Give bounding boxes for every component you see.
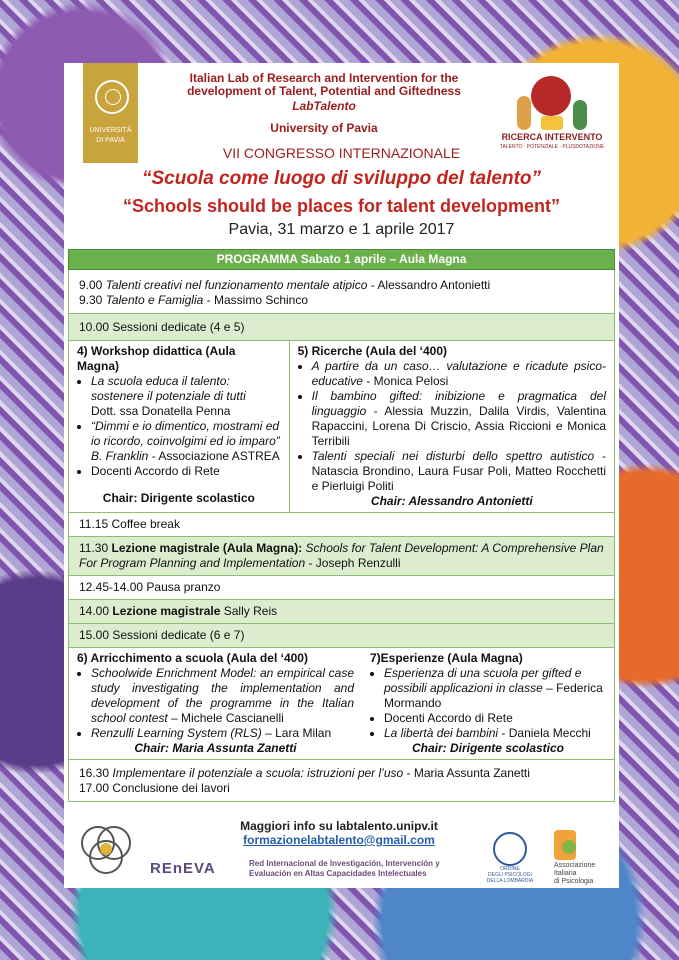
opl-line1: ORDINE [500, 866, 520, 872]
sessions-6-7 [68, 648, 615, 760]
opl-ring-icon [493, 832, 527, 866]
figure-center-icon [541, 116, 563, 130]
workshop-items [298, 359, 606, 494]
lecture-2 [68, 600, 615, 624]
item-speaker: – Lara Milan [261, 726, 332, 740]
item-title: Renzulli Learning System (RLS) [91, 726, 262, 740]
aip-logo [554, 828, 614, 886]
event-date: Pavia, 31 marzo e 1 aprile 2017 [228, 221, 455, 238]
flyer-footer [64, 813, 619, 888]
university-name: University of Pavia [270, 121, 378, 135]
contact-email-link[interactable]: formazionelabtalento@gmail.com [243, 833, 435, 847]
unipv-logo-line2: DI PAVIA [96, 137, 125, 144]
figure-right-icon [573, 100, 587, 130]
lab-name: LabTalento [292, 99, 356, 113]
info-website: Maggiori info su labtalento.unipv.it [240, 819, 438, 833]
workshop-7 [362, 648, 614, 759]
list-item [384, 666, 606, 711]
item-title: La scuola educa il talento: sostenere il potenziale di tutti [91, 374, 246, 403]
workshop-6 [69, 648, 362, 759]
chair-label: Chair: Dirigente scolastico [411, 741, 565, 755]
lecture-label: Lezione magistrale (Aula Magna): [111, 541, 303, 555]
lecture-speaker: Sally Reis [220, 604, 278, 618]
opl-line3: DELLA LOMBARDIA [486, 878, 534, 884]
item-speaker: – Federica Mormando [384, 681, 603, 710]
talk-2 [79, 293, 604, 308]
aip-line2: Italiana [554, 870, 577, 877]
workshop-items [370, 666, 606, 741]
ricerca-logo-title: RICERCA INTERVENTO [501, 132, 603, 142]
lab-line1: Italian Lab of Research and Intervention for the [189, 71, 459, 85]
workshop-title: 4) Workshop didattica (Aula Magna) [77, 344, 236, 373]
talk-closing-2 [79, 781, 604, 796]
talk-speaker: - Alessandro Antonietti [367, 278, 491, 292]
title-english: “Schools should be places for talent development” [122, 196, 561, 216]
opening-talks [68, 270, 615, 314]
item-title: Docenti Accordo di Rete [91, 464, 220, 478]
talk-title: Talenti creativi nel funzionamento mentale atipico [105, 278, 368, 292]
closing-talks [68, 760, 615, 802]
program-table [68, 249, 615, 802]
lecture-time: 14.00 [79, 604, 113, 618]
aip-line1: Associazione [554, 862, 596, 869]
ricerca-intervento-logo [497, 66, 607, 161]
list-item [312, 359, 606, 389]
talk-time: 9.00 [79, 278, 103, 292]
aip-line3: di Psicologia [554, 878, 594, 885]
item-title: Docenti Accordo di Rete [384, 711, 513, 725]
opl-logo-text [481, 866, 539, 884]
list-item [384, 726, 606, 741]
program-heading: PROGRAMMA Sabato 1 aprile – Aula Magna [68, 249, 615, 270]
workshop-title: 5) Ricerche (Aula del ‘400) [297, 344, 447, 358]
list-item [312, 389, 606, 449]
sessions-4-5 [68, 341, 615, 513]
flyer-panel [64, 63, 619, 888]
chair-label: Chair: Dirigente scolastico [102, 491, 255, 505]
opl-logo [481, 828, 539, 884]
item-speaker: - Associazione ASTREA [148, 449, 280, 463]
figure-left-icon [517, 96, 531, 130]
item-title: Talenti speciali nei disturbi dello spettro autistico [311, 449, 595, 463]
aip-mark-dot-icon [562, 840, 576, 854]
venn-logo-icon [76, 821, 136, 881]
unipv-logo-line1: UNIVERSITÀ [89, 127, 132, 134]
talk-time: 16.30 [79, 766, 110, 780]
figure-head-icon [531, 76, 571, 116]
coffee-break: 11.15 Coffee break [68, 513, 615, 537]
lunch-break: 12.45-14.00 Pausa pranzo [68, 576, 615, 600]
title-italian: “Scuola come luogo di sviluppo del talento” [141, 168, 542, 189]
workshop-items [77, 666, 354, 741]
item-speaker: - Natascia Brondino, Laura Fusar Poli, Matteo Rocchetti e Pierluigi Politi [311, 449, 606, 493]
reneva-text: Red Internacional de Investigación, Intervención y Evaluación en Altas Capacidades Intelectuales [249, 859, 440, 878]
talk-speaker: - Maria Assunta Zanetti [403, 766, 530, 780]
list-item [91, 726, 354, 741]
talk-time: 9.30 [79, 293, 103, 307]
talk-closing-1 [79, 766, 604, 781]
item-speaker: Dott. ssa Donatella Penna [91, 404, 231, 418]
talk-1 [79, 278, 604, 293]
chair-label: Chair: Alessandro Antonietti [370, 494, 533, 508]
list-item [91, 374, 281, 419]
item-title: Schoolwide Enrichment Model: an empirical case study investigating the implementation and development of the programme in the Italian school contest [91, 666, 354, 725]
item-title: Il bambino gifted: inibizione e pragmatica del linguaggio [311, 389, 606, 418]
congress-name: VII CONGRESSO INTERNAZIONALE [222, 145, 461, 161]
lecture-label: Lezione magistrale [112, 604, 221, 618]
talk-time: 17.00 [79, 781, 110, 795]
workshop-items [77, 374, 281, 479]
session-header-2: 15.00 Sessioni dedicate (6 e 7) [68, 624, 615, 648]
ricerca-logo-subtitle: TALENTO · POTENZIALE · PLUSDOTAZIONE [499, 144, 605, 150]
item-speaker: – Michele Cascianelli [167, 711, 284, 725]
list-item [91, 666, 354, 726]
list-item [312, 449, 606, 494]
lab-description [164, 72, 484, 98]
talk-speaker: - Massimo Schinco [203, 293, 309, 307]
item-title: A partire da un caso… valutazione e ricadute psico-educative [311, 359, 606, 388]
list-item [384, 711, 606, 726]
item-title: La libertà dei bambini [384, 726, 499, 740]
workshop-4 [69, 341, 289, 512]
talk-title: Talento e Famiglia [105, 293, 204, 307]
unipv-seal-icon [95, 80, 129, 114]
list-item [91, 464, 281, 479]
item-speaker: - Alessia Muzzin, Dalila Virdis, Valentina Rapaccini, Lorena Di Criscio, Assia Riccioni e Monica Terribili [311, 404, 606, 448]
talk-title: Conclusione dei lavori [112, 781, 230, 795]
talk-title: Implementare il potenziale a scuola: istruzioni per l’uso [112, 766, 404, 780]
flyer-header [64, 63, 619, 249]
reneva-logo: REnEVA [150, 860, 216, 877]
item-speaker: - Daniela Mecchi [498, 726, 591, 740]
aip-logo-text [554, 862, 614, 886]
list-item [91, 419, 281, 464]
lecture-time: 11.30 [79, 541, 112, 555]
lecture-speaker: - Joseph Renzulli [305, 556, 401, 570]
item-title: “Dimmi e io dimentico, mostrami ed io ricordo, coinvolgimi ed io imparo” B. Franklin [91, 419, 280, 463]
workshop-title: 7)Esperienze (Aula Magna) [370, 651, 523, 665]
item-speaker: - Monica Pelosi [362, 374, 449, 388]
lecture-title: Schools for Talent Development: A Comprehensive Plan For Program Planning and Implementation [79, 541, 604, 570]
workshop-5 [289, 341, 614, 512]
opl-line2: DEGLI PSICOLOGI [488, 872, 532, 878]
lab-line2: development of Talent, Potential and Giftedness [187, 84, 461, 98]
chair-label: Chair: Maria Assunta Zanetti [134, 741, 297, 755]
lecture-1 [68, 537, 615, 576]
workshop-title: 6) Arricchimento a scuola (Aula del ‘400) [77, 651, 308, 665]
item-title: Esperienza di una scuola per gifted e possibili applicazioni in classe [384, 666, 582, 695]
session-header-1: 10.00 Sessioni dedicate (4 e 5) [68, 314, 615, 341]
